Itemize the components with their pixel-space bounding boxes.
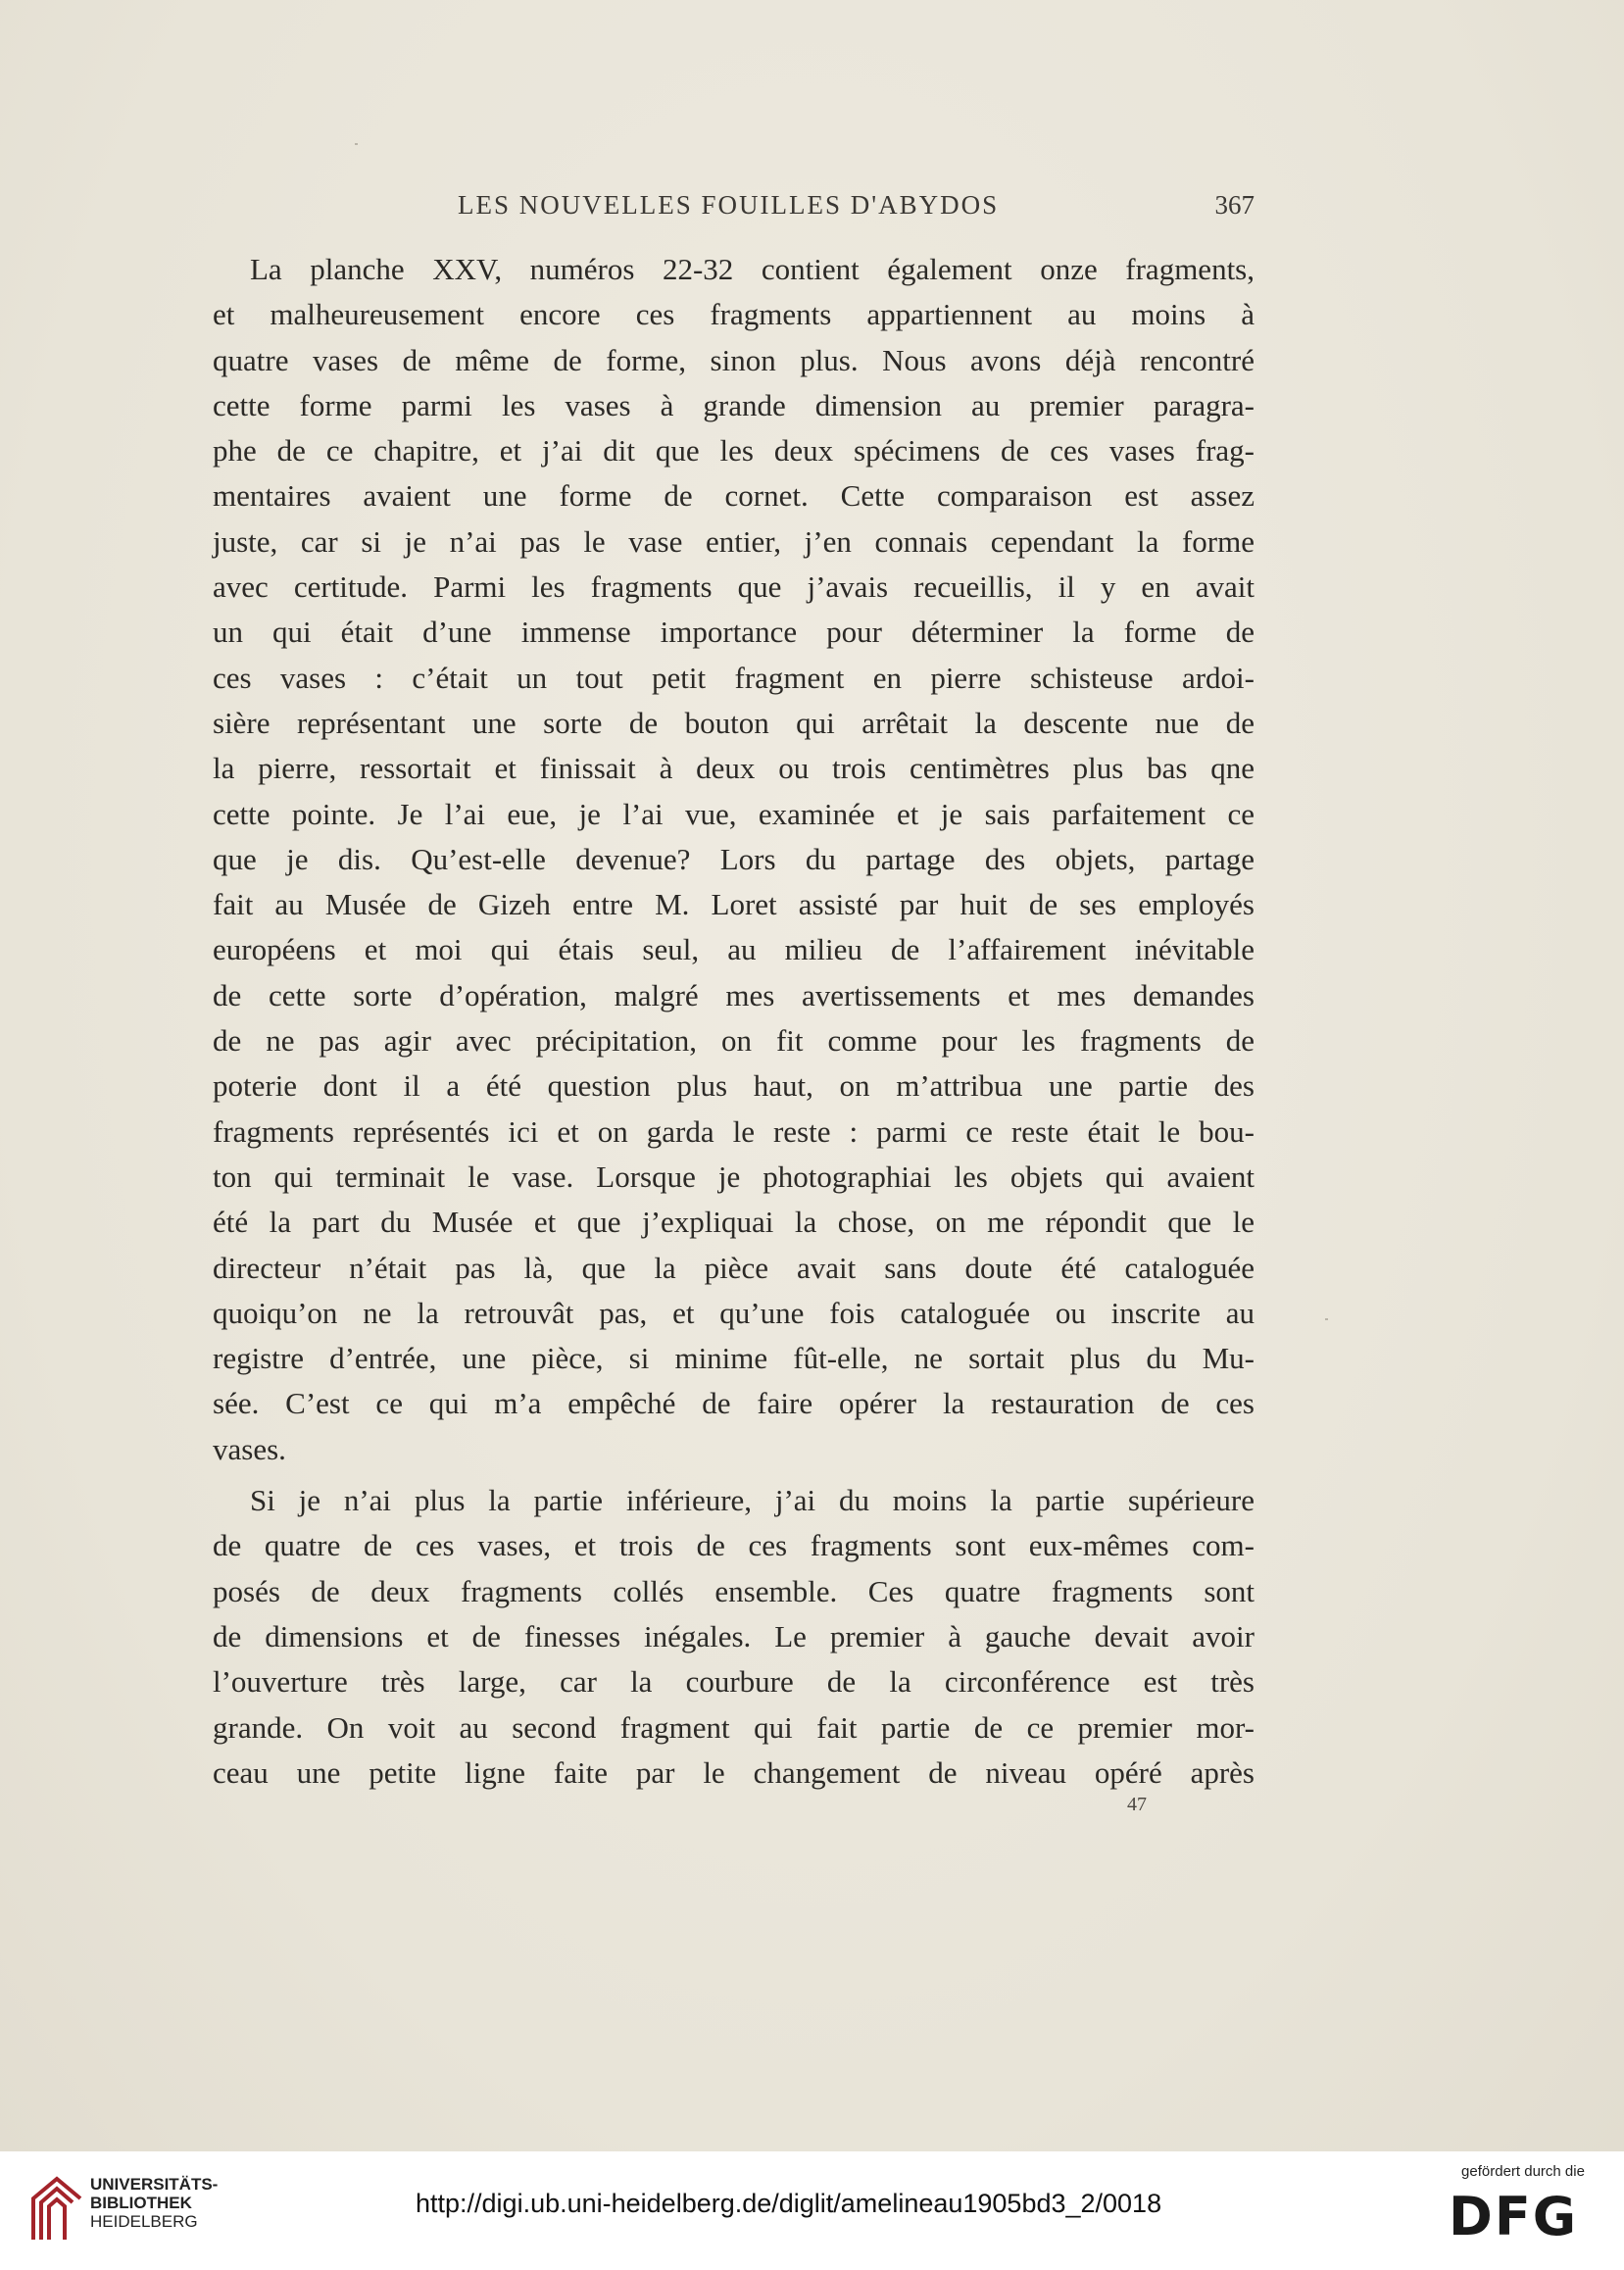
text-line: Si je n’ai plus la partie inférieure, j’ai du moins la partie supérieure	[250, 1483, 1255, 1518]
text-line: de ne pas agir avec précipitation, on fit comme pour les fragments de	[213, 1023, 1255, 1059]
text-line: directeur n’était pas là, que la pièce avait sans doute été cataloguée	[213, 1250, 1255, 1285]
text-line: un qui était d’une immense importance pour déterminer la forme de	[213, 615, 1255, 650]
text-line: fait au Musée de Gizeh entre M. Loret assisté par huit de ses employés	[213, 887, 1255, 922]
library-name-line: HEIDELBERG	[90, 2212, 198, 2231]
text-line: juste, car si je n’ai pas le vase entier, j’en connais cependant la forme	[213, 523, 1255, 559]
text-line: l’ouverture très large, car la courbure de la circonférence est très	[213, 1664, 1255, 1700]
text-line: de cette sorte d’opération, malgré mes avertissements et mes demandes	[213, 977, 1255, 1012]
text-line: poterie dont il a été question plus haut, on m’attribua une partie des	[213, 1068, 1255, 1104]
text-line: de quatre de ces vases, et trois de ces fragments sont eux-mêmes com-	[213, 1528, 1255, 1563]
text-line: vases.	[213, 1431, 286, 1466]
text-line: la pierre, ressortait et finissait à deux ou trois centimètres plus bas qne	[213, 751, 1255, 786]
text-line: sière représentant une sorte de bouton qui arrêtait la descente nue de	[213, 705, 1255, 740]
sponsor-text: gefördert durch die	[1461, 2163, 1585, 2180]
running-head	[213, 190, 1255, 229]
page-number: 367	[1214, 190, 1255, 220]
library-name-line: BIBLIOTHEK	[90, 2194, 192, 2212]
paper-speck	[355, 143, 358, 145]
footer-bar	[0, 2151, 1624, 2270]
text-line: mentaires avaient une forme de cornet. Cette comparaison est assez	[213, 478, 1255, 514]
body-text	[213, 247, 1255, 1796]
dfg-logo[interactable]: DFG	[1449, 2186, 1579, 2247]
library-name	[90, 2175, 218, 2231]
text-line: ceau une petite ligne faite par le changement de niveau opéré après	[213, 1754, 1255, 1790]
text-line: cette forme parmi les vases à grande dimension au premier paragra-	[213, 387, 1255, 422]
text-line: quatre vases de même de forme, sinon plus. Nous avons déjà rencontré	[213, 342, 1255, 377]
ub-heidelberg-logo-icon[interactable]	[27, 2171, 90, 2249]
text-line: grande. On voit au second fragment qui fait partie de ce premier mor-	[213, 1709, 1255, 1745]
text-line: registre d’entrée, une pièce, si minime fût-elle, ne sortait plus du Mu-	[213, 1341, 1255, 1376]
sponsor-block	[1445, 2163, 1601, 2246]
text-line: été la part du Musée et que j’expliquai la chose, on me répondit que le	[213, 1205, 1255, 1240]
text-line: quoiqu’on ne la retrouvât pas, et qu’une fois cataloguée ou inscrite au	[213, 1295, 1255, 1330]
text-line: ces vases : c’était un tout petit fragment en pierre schisteuse ardoi-	[213, 660, 1255, 695]
text-line: sée. C’est ce qui m’a empêché de faire opérer la restauration de ces	[213, 1386, 1255, 1421]
text-line: européens et moi qui étais seul, au milieu de l’affairement inévitable	[213, 932, 1255, 967]
text-line: posés de deux fragments collés ensemble. Ces quatre fragments sont	[213, 1573, 1255, 1608]
signature-mark: 47	[1127, 1794, 1147, 1815]
permalink-url[interactable]: http://digi.ub.uni-heidelberg.de/diglit/amelineau1905bd3_2/0018	[416, 2189, 1162, 2218]
text-line: que je dis. Qu’est-elle devenue? Lors du partage des objets, partage	[213, 841, 1255, 876]
text-line: de dimensions et de finesses inégales. Le premier à gauche devait avoir	[213, 1618, 1255, 1653]
text-line: fragments représentés ici et on garda le reste : parmi ce reste était le bou-	[213, 1113, 1255, 1149]
text-line: et malheureusement encore ces fragments appartiennent au moins à	[213, 297, 1255, 332]
text-line: phe de ce chapitre, et j’ai dit que les deux spécimens de ces vases frag-	[213, 433, 1255, 469]
paper-speck	[1325, 1318, 1328, 1320]
text-line: ton qui terminait le vase. Lorsque je photographiai les objets qui avaient	[213, 1159, 1255, 1194]
running-title: LES NOUVELLES FOUILLES D'ABYDOS	[458, 190, 1000, 220]
text-line: La planche XXV, numéros 22-32 contient également onze fragments,	[250, 252, 1255, 286]
text-line: cette pointe. Je l’ai eue, je l’ai vue, examinée et je sais parfaitement ce	[213, 796, 1255, 831]
text-line: avec certitude. Parmi les fragments que j’avais recueillis, il y en avait	[213, 569, 1255, 605]
library-name-line: UNIVERSITÄTS-	[90, 2175, 219, 2194]
